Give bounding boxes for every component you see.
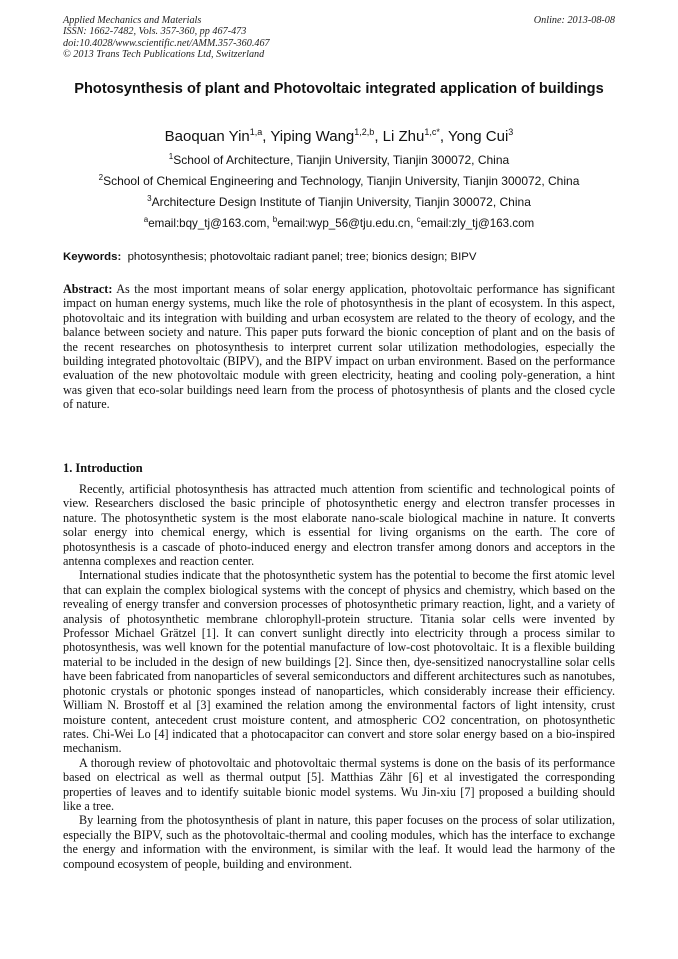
affiliation-text: Architecture Design Institute of Tianjin University, Tianjin 300072, China [151, 195, 531, 209]
author-sup: 1,a [249, 127, 263, 137]
abstract-label: Abstract: [63, 282, 113, 296]
abstract-text: As the most important means of solar energy application, photovoltaic performance has significant impact on human energy systems, much like the role of photosynthesis in the plant of ecosystem. In this aspect, photovoltaic and its integration with building and urban ecosystem are related to the theory of ecology, and the balance between society and nature. This paper puts forward the bionic conception of plant and on the basis of the recent researches on photosynthesis to interpret current solar utilization methodologies, especially the building integrated photovoltaic (BIPV), and the BIPV impact on urban environment. Based on the performance evaluation of the new photovoltaic module with green electricity, heating and cooling poly-generation, a hint was given that eco-solar buildings need learn from the process of photosynthesis of plants and the closed cycle of nature. [63, 282, 616, 412]
email-address[interactable]: email:zly_tj@163.com [420, 216, 535, 230]
affiliation-1 [50, 150, 628, 167]
paragraph: International studies indicate that the photosynthetic system has the potential to become the first atomic level that can explain the complex biological systems with the concept of physics and chemistry, which based on the revealing of energy transfer and conversion processes of photosynthetic primary reaction, light, and a variety of analysis of photosynthetic membrane chlorophyll-protein structure. Titania solar cells were invented by Professor Michael Grätzel [1]. It can convert sunlight directly into electricity through a process similar to photosynthesis, was well known for the potential manufacture of low-cost photovoltaic. It is a flexible building material to be included in the design of new buildings [2]. Since then, dye-sensitized nanocrystalline solar cells have been fabricated from nanoparticles of several semiconductors and different architectures such as nanotubes, photonic crystals or photonic sponges instead of nanoparticles, which considerably increase their efficiency. William N. Brostoff et al [3] examined the relation among the environmental factors of light intensity, crust moisture content, antecedent crust moisture content, and atmospheric CO2 concentration, on photosynthetic rates. Chi-Wei Lo [4] indicated that a photocapacitor can convert and store solar energy based on a bio-inspired mechanism. [63, 568, 615, 756]
paragraph: By learning from the photosynthesis of plant in nature, this paper focuses on the process of solar utilization, especially the BIPV, such as the photovoltaic-thermal and cooling modules, which has the interface to exchange the energy and information with the environment, is similar with the leaf. It would lead the harmony of the compound ecosystem of people, building and environment. [63, 813, 615, 871]
email-sup: b [272, 215, 278, 224]
author-sup: 1,2,b [354, 127, 375, 137]
author-name: Yiping Wang [270, 128, 355, 145]
email-sup: a [143, 215, 149, 224]
affiliation-text: School of Architecture, Tianjin University, Tianjin 300072, China [173, 153, 510, 167]
email-line: $^a$email:bqy_tj@163.com, $^b$email:wyp_56@tju.edu.cn, $^c$email:zly_tj@163.com [143, 215, 535, 230]
affiliation-sup: 3 [147, 194, 152, 203]
affiliation-sup: 1 [168, 152, 174, 161]
affiliation-sup: 2 [98, 173, 104, 182]
journal-name: Applied Mechanics and Materials [63, 15, 202, 26]
online-date: Online: 2013-08-08 [533, 15, 615, 26]
author-sup: 1,c* [424, 127, 440, 137]
email-sup: c [416, 215, 421, 224]
email-address[interactable]: email:bqy_tj@163.com [148, 216, 267, 230]
issn-line: ISSN: 1662-7482, Vols. 357-360, pp 467-473 [63, 26, 247, 38]
author-name: Yong Cui [447, 128, 509, 145]
affiliation-2 [50, 171, 628, 188]
doi-line: doi:10.4028/www.scientific.net/AMM.357-360.467 [63, 37, 270, 49]
journal-header [63, 15, 270, 61]
author-name: Li Zhu [382, 128, 425, 145]
copyright-line: © 2013 Trans Tech Publications Ltd, Switzerland [63, 49, 265, 61]
email-address[interactable]: email:wyp_56@tju.edu.cn [277, 216, 411, 230]
author-list: Baoquan Yin$^{1,a}$, Yiping Wang$^{1,2,b}$, Li Zhu$^{1,c*}$, Yong Cui$^3$ [164, 127, 514, 145]
keywords-text: photosynthesis; photovoltaic radiant panel; tree; bionics design; BIPV [127, 251, 477, 263]
section-heading: 1. Introduction [63, 461, 143, 475]
author-sup: 3 [508, 127, 514, 137]
keywords [63, 250, 615, 264]
author-name: Baoquan Yin [164, 128, 250, 145]
paragraph: A thorough review of photovoltaic and photovoltaic thermal systems is done on the basis of its performance based on electrical as well as thermal output [5]. Matthias Zähr [6] et al investigated the corresponding properties of leaves and to identify suitable bionic model systems. Wu Jin-xiu [7] proposed a building should like a tree. [63, 755, 615, 813]
affiliation-text: School of Chemical Engineering and Technology, Tianjin University, Tianjin 300072, China [103, 174, 580, 188]
abstract [63, 282, 615, 412]
keywords-label: Keywords: [63, 251, 122, 263]
section-body [63, 482, 615, 871]
affiliation-3 [50, 192, 628, 209]
paragraph: Recently, artificial photosynthesis has attracted much attention from scientific and technological points of view. Researchers disclosed the basic principle of photosynthetic energy and electron transfer processes in nature. The photosynthetic system is the most elaborate nano-scale biological machine in nature. It converts solar energy into chemical energy, which is essential for living organisms on the earth. The core of photosynthesis is a cascade of photo-induced energy and electron transfer among donors and acceptors in the antenna complexes and reaction center. [63, 482, 615, 569]
paper-title: Photosynthesis of plant and Photovoltaic integrated application of buildings [74, 81, 604, 97]
